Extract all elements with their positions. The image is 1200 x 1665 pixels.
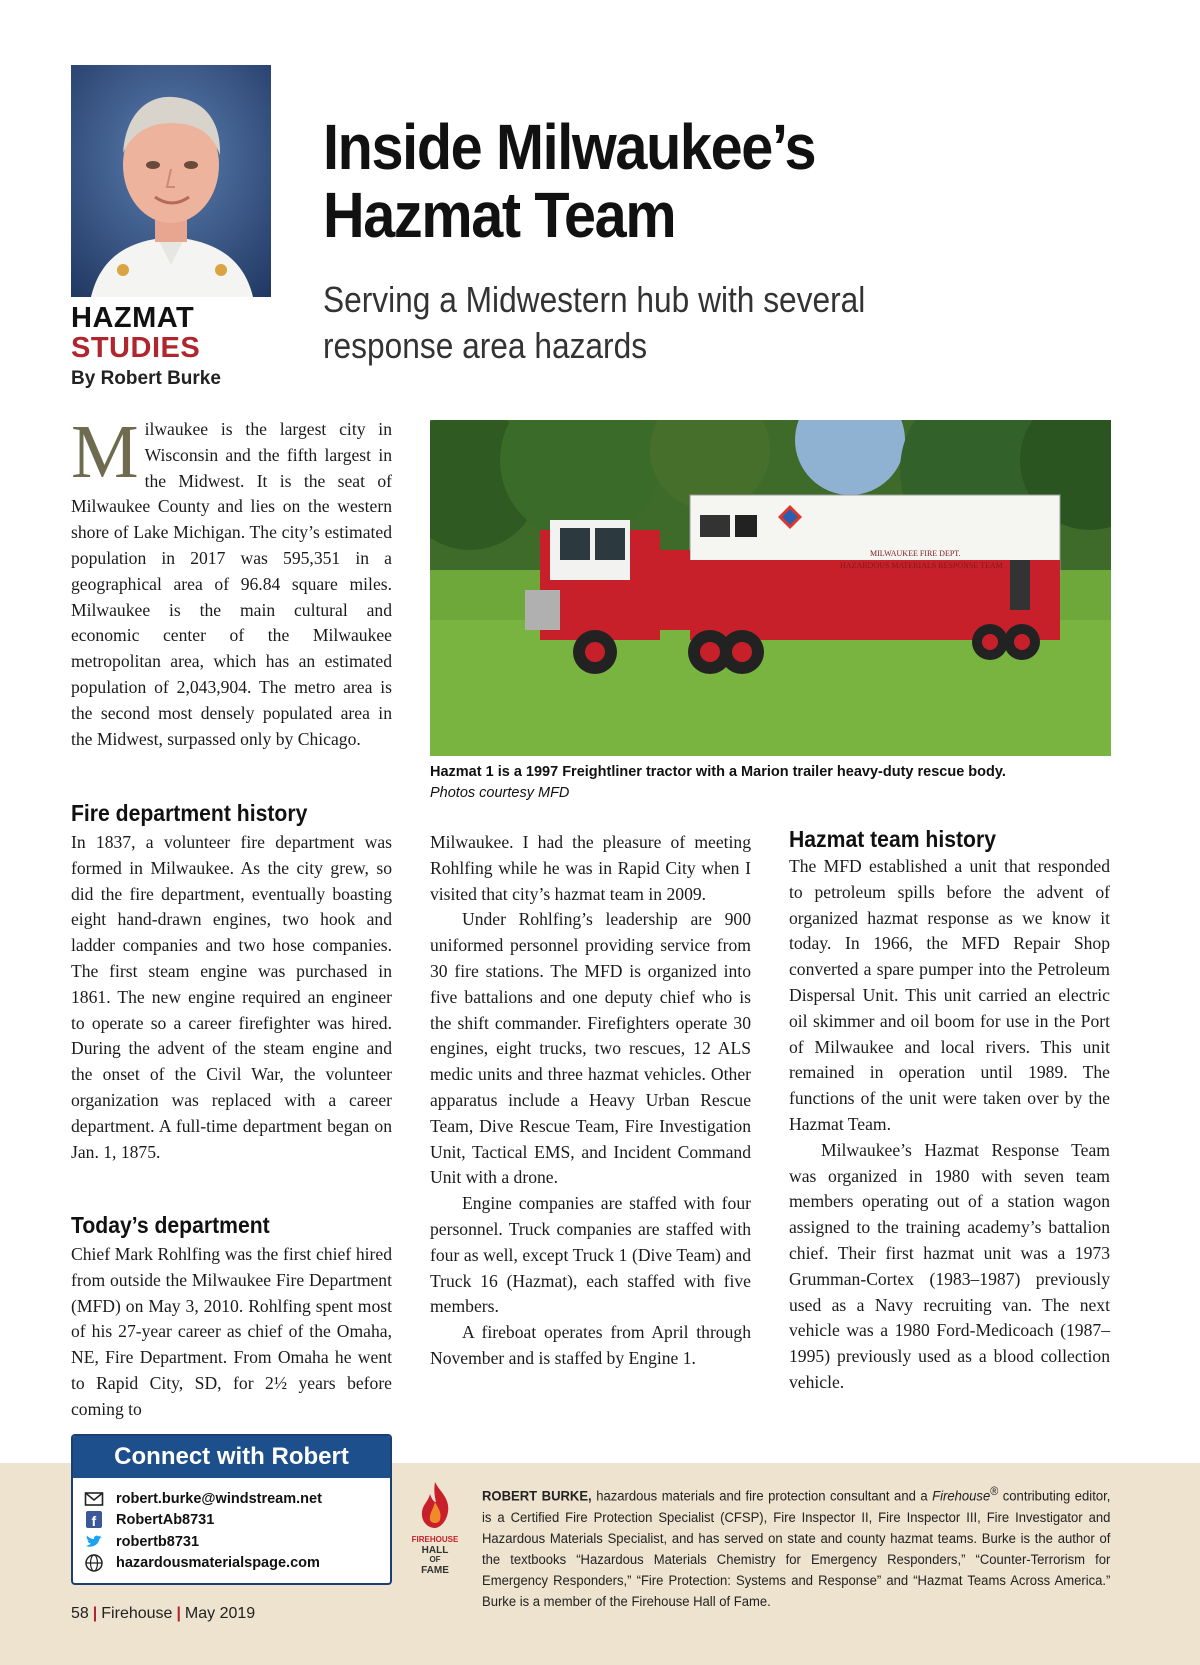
connect-email[interactable] [84,1488,390,1510]
hazmat-truck-photo [430,420,1111,756]
todays-department-heading: Today’s department [71,1212,270,1238]
bio-name: ROBERT BURKE, [482,1488,592,1505]
trailer-lettering-1: MILWAUKEE FIRE DEPT. [870,549,961,558]
publication-name: Firehouse [101,1605,173,1622]
subhead-line1: Serving a Midwestern hub with several [323,279,866,320]
fire-history-section [71,799,392,1165]
connect-list [73,1478,390,1574]
hazmat-history-section [789,825,1110,1396]
byline: By Robert Burke [71,368,221,389]
intro-text: ilwaukee is the largest city in Wisconsin and the fifth largest in the Midwest. It is the seat of Milwaukee County and lies on the western shore of Lake Michigan. The city’s estimated population in 2017 was 595,351 in a geographical area of 96.84 square miles. Milwaukee is the main cultural and economic center of the Milwaukee metropolitan area, which has an estimated population of 2,043,904. The metro area is the second most densely populated area in the Midwest, surpassed only by Chicago. [71,419,392,749]
author-portrait [71,65,271,297]
subheadline [323,277,957,369]
twitter-icon [84,1533,104,1551]
connect-facebook[interactable] [84,1510,390,1532]
drop-cap: M [71,410,139,494]
column-label [71,303,291,363]
connect-facebook-text[interactable]: RobertAb8731 [116,1512,215,1529]
author-photo [71,65,271,297]
globe-icon [84,1554,104,1572]
facebook-icon [84,1511,104,1529]
col2-paragraph-2: Under Rohlfing’s leadership are 900 uniformed personnel providing service from 30 fire stations. The MFD is organized into five battalions and one deputy chief who is the shift commander. Firefighters operate 30 engines, eight trucks, two rescues, 12 ALS medic units and three hazmat vehicles. Other apparatus include a Heavy Urban Rescue Team, Dive Rescue Team, Fire Investigation Unit, Tactical EMS, and Incident Command Unit with a drone. [430,909,751,1188]
headline [323,113,1043,249]
col2-paragraph-3: Engine companies are staffed with four personnel. Truck companies are staffed with four as well, except Truck 1 (Dive Team) and Truck 16 (Hazmat), each staffed with five members. [430,1193,751,1317]
trailer-lettering-2: HAZARDOUS MATERIALS RESPONSE TEAM [840,561,1003,570]
caption-text: Hazmat 1 is a 1997 Freightliner tractor with a Marion trailer heavy-duty rescue body. [430,764,1006,780]
todays-department-paragraph: Chief Mark Rohlfing was the first chief hired from outside the Milwaukee Fire Department (MFD) on May 3, 2010. Rohlfing spent most of his 27-year career as chief of the Omaha, NE, Fire Department. From Omaha he went to Rapid City, SD, for 2½ years before coming to [71,1244,392,1419]
subhead-line2: response area hazards [323,325,648,366]
column-label-hazmat: HAZMAT [71,302,195,334]
hall-of-fame-logo [410,1480,460,1580]
col2-paragraph-1: Milwaukee. I had the pleasure of meeting Rohlfing while he was in Rapid City when I visited that city’s hazmat team in 2009. [430,832,751,904]
connect-website-text[interactable]: hazardousmaterialspage.com [116,1555,320,1572]
connect-twitter[interactable] [84,1531,390,1553]
bio-text-b: contributing editor, is a Certified Fire Protection Specialist (CFSP), Fire Inspector II, Fire Inspector III, Fire Investigator and Hazardous Materials Specialist, and has served on state and county hazmat teams. Burke is the author of the textbooks “Hazardous Materials Chemistry for Emergency Responders,” “Counter-Terrorism for Emergency Responders,” “Fire Protection: Systems and Response” and “Hazmat Teams Across America.” Burke is a member of the Firehouse Hall of Fame. [482,1488,1111,1610]
headline-line2: Hazmat Team [323,179,676,251]
todays-department-section [71,1211,392,1423]
intro-paragraph [71,410,392,752]
hazmat-history-heading: Hazmat team history [789,826,996,852]
fire-history-paragraph: In 1837, a volunteer fire department was formed in Milwaukee. As the city grew, so did the fire department, eventually boasting eight hand-drawn engines, two hook and ladder companies and two hose companies. The first steam engine was purchased in 1861. The new engine required an engineer to operate so a career firefighter was hired. During the advent of the steam engine and the onset of the Civil War, the volunteer organization was replaced with a career department. A full-time department began on Jan. 1, 1875. [71,832,392,1162]
photo-credit: Photos courtesy MFD [430,785,570,801]
bio-text-a: hazardous materials and fire protection consultant and a [591,1488,933,1505]
bio-registered: ® [990,1484,999,1498]
column-2-text [430,830,751,1372]
hazmat-history-paragraph-1: The MFD established a unit that responded to petroleum spills before the advent of organized hazmat response as we know it today. In 1966, the MFD Repair Shop converted a spare pumper into the Petroleum Dispersal Unit. This unit carried an electric oil skimmer and oil boom for use in the Port of Milwaukee and local rivers. This unit remained in operation until 1989. The functions of the unit were taken over by the Hazmat Team. [789,856,1110,1134]
col2-paragraph-4: A fireboat operates from April through November and is staffed by Engine 1. [430,1322,751,1368]
page-folio: 58 | Firehouse | May 2019 [71,1605,256,1622]
connect-twitter-text[interactable]: robertb8731 [116,1533,200,1550]
envelope-icon [84,1490,104,1508]
headline-line1: Inside Milwaukee’s [323,111,816,183]
connect-email-text[interactable]: robert.burke@windstream.net [116,1490,322,1507]
hazmat-history-paragraph-2: Milwaukee’s Hazmat Response Team was organized in 1980 with seven team members operating out of a station wagon assigned to the training academy’s battalion chief. Their first hazmat unit was a 1973 Grumman-Cortex (1983–1987) previously used as a Navy recruiting van. The next vehicle was a 1980 Ford-Medicoach (1987–1995) previously used as a blood collection vehicle. [789,1139,1110,1392]
column-label-studies: STUDIES [71,332,201,364]
author-bio [482,1481,1110,1613]
page-number: 58 [71,1605,89,1622]
connect-box [71,1434,392,1585]
connect-website[interactable] [84,1553,390,1575]
hof-of: OF [429,1555,441,1564]
connect-title: Connect with Robert [73,1436,390,1478]
photo-caption [430,762,1111,804]
bio-magazine: Firehouse [932,1488,991,1505]
hof-hall: HALL [421,1545,449,1556]
svg-text:f: f [91,1513,97,1530]
hof-fame: FAME [421,1565,449,1576]
hazmat-truck-illustration [430,420,1111,756]
issue-date: May 2019 [184,1605,256,1622]
hof-firehouse: FIREHOUSE [411,1535,459,1544]
fire-history-heading: Fire department history [71,800,308,826]
flame-icon [410,1480,460,1580]
